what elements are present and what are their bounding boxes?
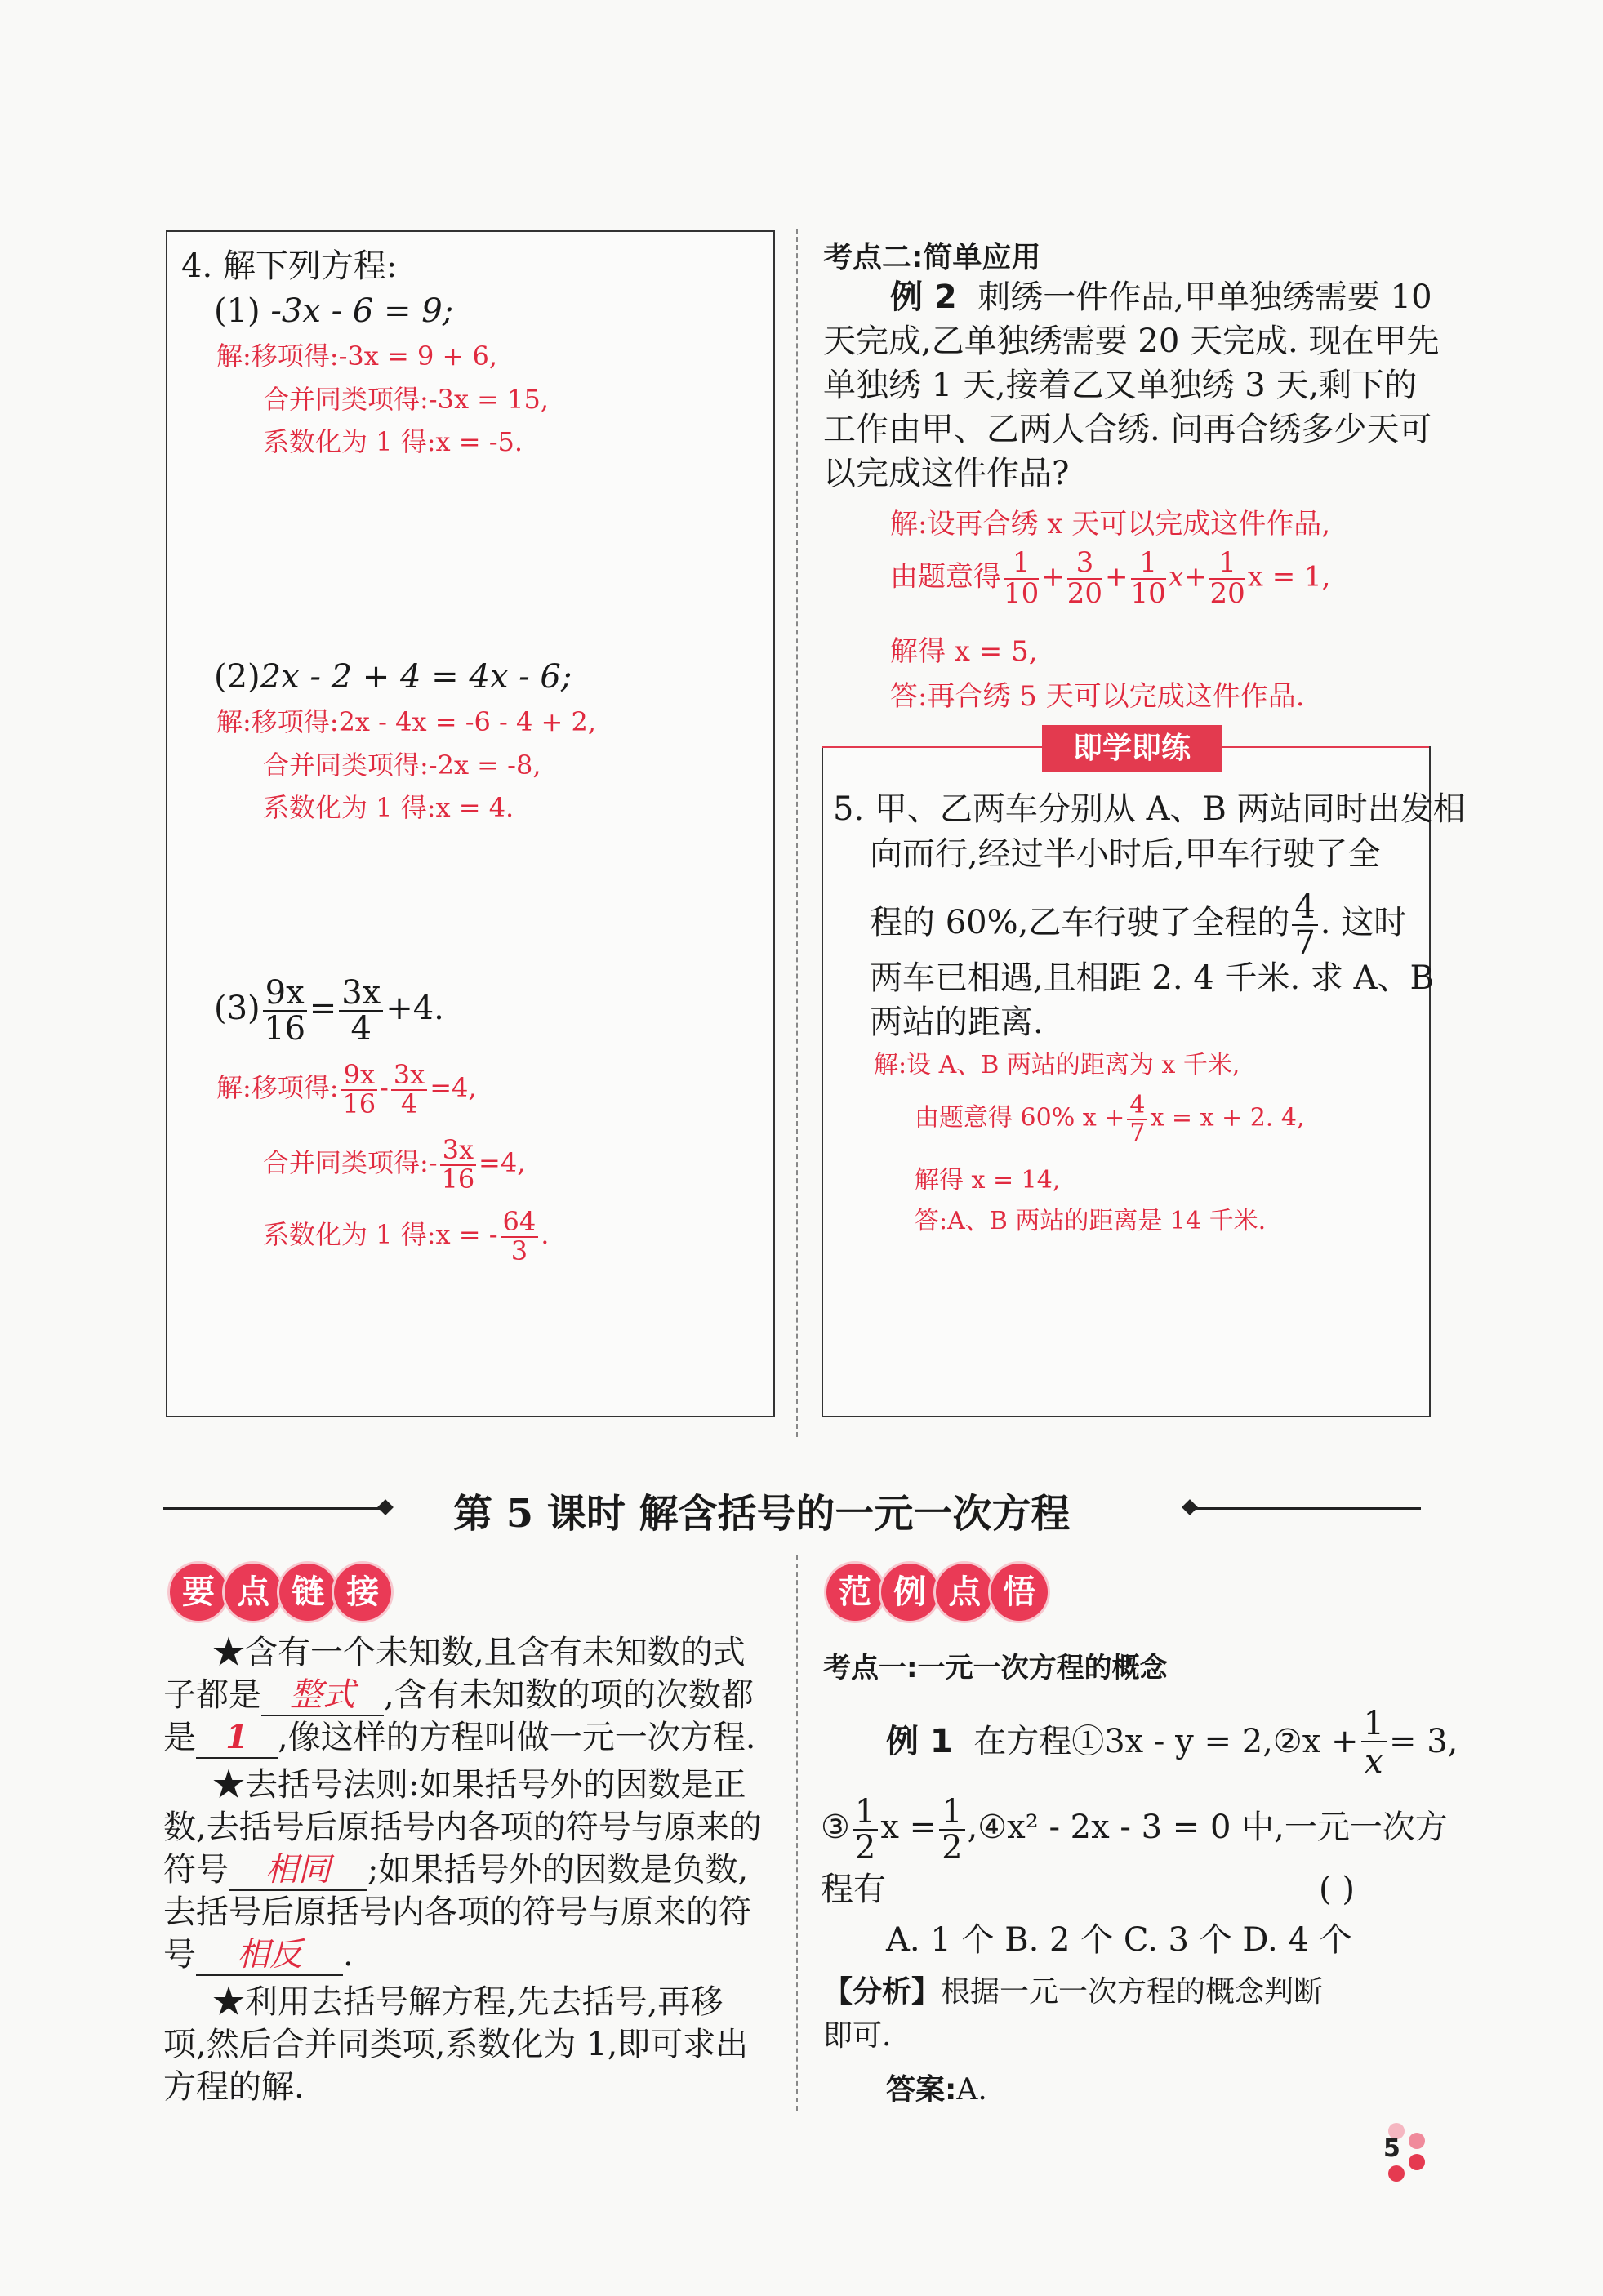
- q4-part3-step2: 合并同类项得:- $\frac{3x}{16}$ =4,: [263, 1134, 526, 1195]
- kaodian2-solution1: 解:设再合绣 x 天可以完成这件作品,: [890, 508, 1331, 541]
- q5-line2: 向而行,经过半小时后,甲车行驶了全: [870, 835, 1381, 873]
- q4-part1-step1: 解:移项得:-3x = 9 + 6,: [216, 340, 497, 372]
- example1-line1: 例 1 在方程①3x - y = 2,②x + $\frac{1}{x}= 3$,: [886, 1705, 1458, 1781]
- q4-part2-step3: 系数化为 1 得:x = 4.: [263, 792, 514, 823]
- title-diamond-left: [377, 1499, 394, 1515]
- kaodian2-example-line1: 例 2 刺绣一件作品,甲单独绣需要 10: [890, 278, 1432, 316]
- example1-options: A. 1 个 B. 2 个 C. 3 个 D. 4 个: [886, 1921, 1352, 1959]
- kaodian2-example-line5: 以完成这件作品?: [823, 455, 1070, 492]
- yaodian-p2-b: 数,去括号后原括号内各项的符号与原来的: [163, 1809, 762, 1846]
- column-divider-bottom: [796, 1555, 798, 2111]
- page-number: 5: [1383, 2134, 1400, 2163]
- example1-answer-paren: ( ): [1319, 1871, 1355, 1908]
- page-number-decoration: [1372, 2123, 1445, 2188]
- example1-analysis-cont: 即可.: [823, 2019, 892, 2053]
- q4-part2-step2: 合并同类项得:-2x = -8,: [263, 750, 541, 781]
- fanli-badge: 例: [881, 1564, 938, 1621]
- kaodian2-example-line3: 单独绣 1 天,接着乙又单独绣 3 天,剩下的: [823, 367, 1418, 404]
- q4-part1-step3: 系数化为 1 得:x = -5.: [263, 426, 523, 457]
- kaodian2-solution3: 解得 x = 5,: [890, 635, 1038, 668]
- q5-line3: 程的 60%,乙车行驶了全程的 $\frac{4}{7}$ . 这时: [870, 888, 1407, 962]
- yaodian-badge: 链: [279, 1564, 336, 1621]
- fanli-badge: 悟: [991, 1564, 1048, 1621]
- blank-xiangfan: 相反: [196, 1935, 343, 1976]
- kaodian2-solution2: 由题意得 $\frac{1}{10}$ + $\frac{3}{20}$ + $\frac{1}{10}$ x+ $\frac{1}{20}$ x = 1,: [890, 546, 1331, 610]
- example1-analysis: 【分析】根据一元一次方程的概念判断: [823, 1975, 1324, 2009]
- yaodian-p1-a: ★含有一个未知数,且含有未知数的式: [212, 1634, 746, 1671]
- fanli-badge: 范: [826, 1564, 884, 1621]
- fanli-badge: 点: [936, 1564, 993, 1621]
- q5-solution3: 解得 x = 14,: [915, 1166, 1061, 1195]
- kaodian2-example-line2: 天完成,乙单独绣需要 20 天完成. 现在甲先: [823, 323, 1440, 360]
- dot-decoration: [1409, 2154, 1425, 2170]
- yaodian-p2-d: 去括号后原括号内各项的符号与原来的符: [163, 1893, 751, 1931]
- yaodian-badge: 点: [225, 1564, 282, 1621]
- yaodian-p3-b: 项,然后合并同类项,系数化为 1,即可求出: [163, 2026, 749, 2063]
- yaodian-p3-a: ★利用去括号解方程,先去括号,再移: [212, 1983, 724, 2021]
- example1-line3: 程有: [821, 1871, 886, 1908]
- q4-part2-step1: 解:移项得:2x - 4x = -6 - 4 + 2,: [216, 706, 597, 737]
- q5-line4: 两车已相遇,且相距 2. 4 千米. 求 A、B: [870, 959, 1434, 997]
- example1-answer: 答案:A.: [886, 2073, 987, 2107]
- dot-decoration: [1409, 2133, 1425, 2149]
- dot-decoration: [1388, 2165, 1405, 2182]
- q5-solution2: 由题意得 60% x + $\frac{4}{7}$ x = x + 2. 4,: [915, 1091, 1305, 1147]
- yaodian-p1-c: 是 1 ,像这样的方程叫做一元一次方程.: [163, 1718, 755, 1759]
- kaodian2-example-line4: 工作由甲、乙两人合绣. 问再合绣多少天可: [823, 411, 1432, 448]
- q4-part3-step1: 解:移项得: $\frac{9x}{16}$ - $\frac{3x}{4}$ =4,: [216, 1059, 477, 1119]
- q5-solution4: 答:A、B 两站的距离是 14 千米.: [915, 1207, 1267, 1235]
- yaodian-p2-c: 符号 相同 ;如果括号外的因数是负数,: [163, 1850, 748, 1891]
- q4-part3-step3: 系数化为 1 得:x = - $\frac{64}{3}$ .: [263, 1206, 550, 1266]
- q4-part2-equation: (2)2x - 2 + 4 = 4x - 6;: [214, 658, 572, 696]
- q5-solution1: 解:设 A、B 两站的距离为 x 千米,: [874, 1051, 1240, 1079]
- practice-banner: 即学即练: [1042, 725, 1222, 772]
- blank-zhengshi: 整式: [261, 1675, 384, 1716]
- yaodian-badges: [170, 1564, 385, 1621]
- q5-line5: 两站的距离.: [870, 1003, 1044, 1041]
- q4-part1-equation: (1) -3x - 6 = 9;: [214, 292, 454, 330]
- yaodian-p2-a: ★去括号法则:如果括号外的因数是正: [212, 1766, 746, 1804]
- yaodian-badge: 接: [334, 1564, 391, 1621]
- column-divider-top: [796, 229, 798, 1437]
- q5-line1: 5. 甲、乙两车分别从 A、B 两站同时出发相: [833, 790, 1466, 828]
- kaodian1-title: 考点一:一元一次方程的概念: [823, 1652, 1168, 1684]
- lesson-title: 第 5 课时 解含括号的一元一次方程: [453, 1491, 1071, 1537]
- yaodian-p2-e: 号 相反 .: [163, 1935, 354, 1976]
- blank-xiangtong: 相同: [229, 1850, 367, 1891]
- blank-one: 1: [196, 1718, 278, 1759]
- kaodian2-solution4: 答:再合绣 5 天可以完成这件作品.: [890, 680, 1305, 713]
- yaodian-p1-b: 子都是 整式 ,含有未知数的项的次数都: [163, 1675, 754, 1716]
- yaodian-p3-c: 方程的解.: [163, 2068, 305, 2106]
- title-rule-left: [163, 1507, 382, 1510]
- title-rule-right: [1194, 1507, 1421, 1510]
- q4-part1-step2: 合并同类项得:-3x = 15,: [263, 384, 550, 415]
- yaodian-badge: 要: [170, 1564, 227, 1621]
- q4-part3-equation: (3) $\frac{9x}{16}$ = $\frac{3x}{4}$ +4.: [214, 974, 444, 1048]
- q4-title: 4. 解下列方程:: [181, 247, 398, 285]
- example1-line2: ③ $\frac{1}{2}$ x = $\frac{1}{2}$ ,④x² - 2x - 3 = 0 中,一元一次方: [821, 1793, 1448, 1867]
- fanli-badges: [826, 1564, 1041, 1621]
- kaodian2-title: 考点二:简单应用: [823, 241, 1041, 274]
